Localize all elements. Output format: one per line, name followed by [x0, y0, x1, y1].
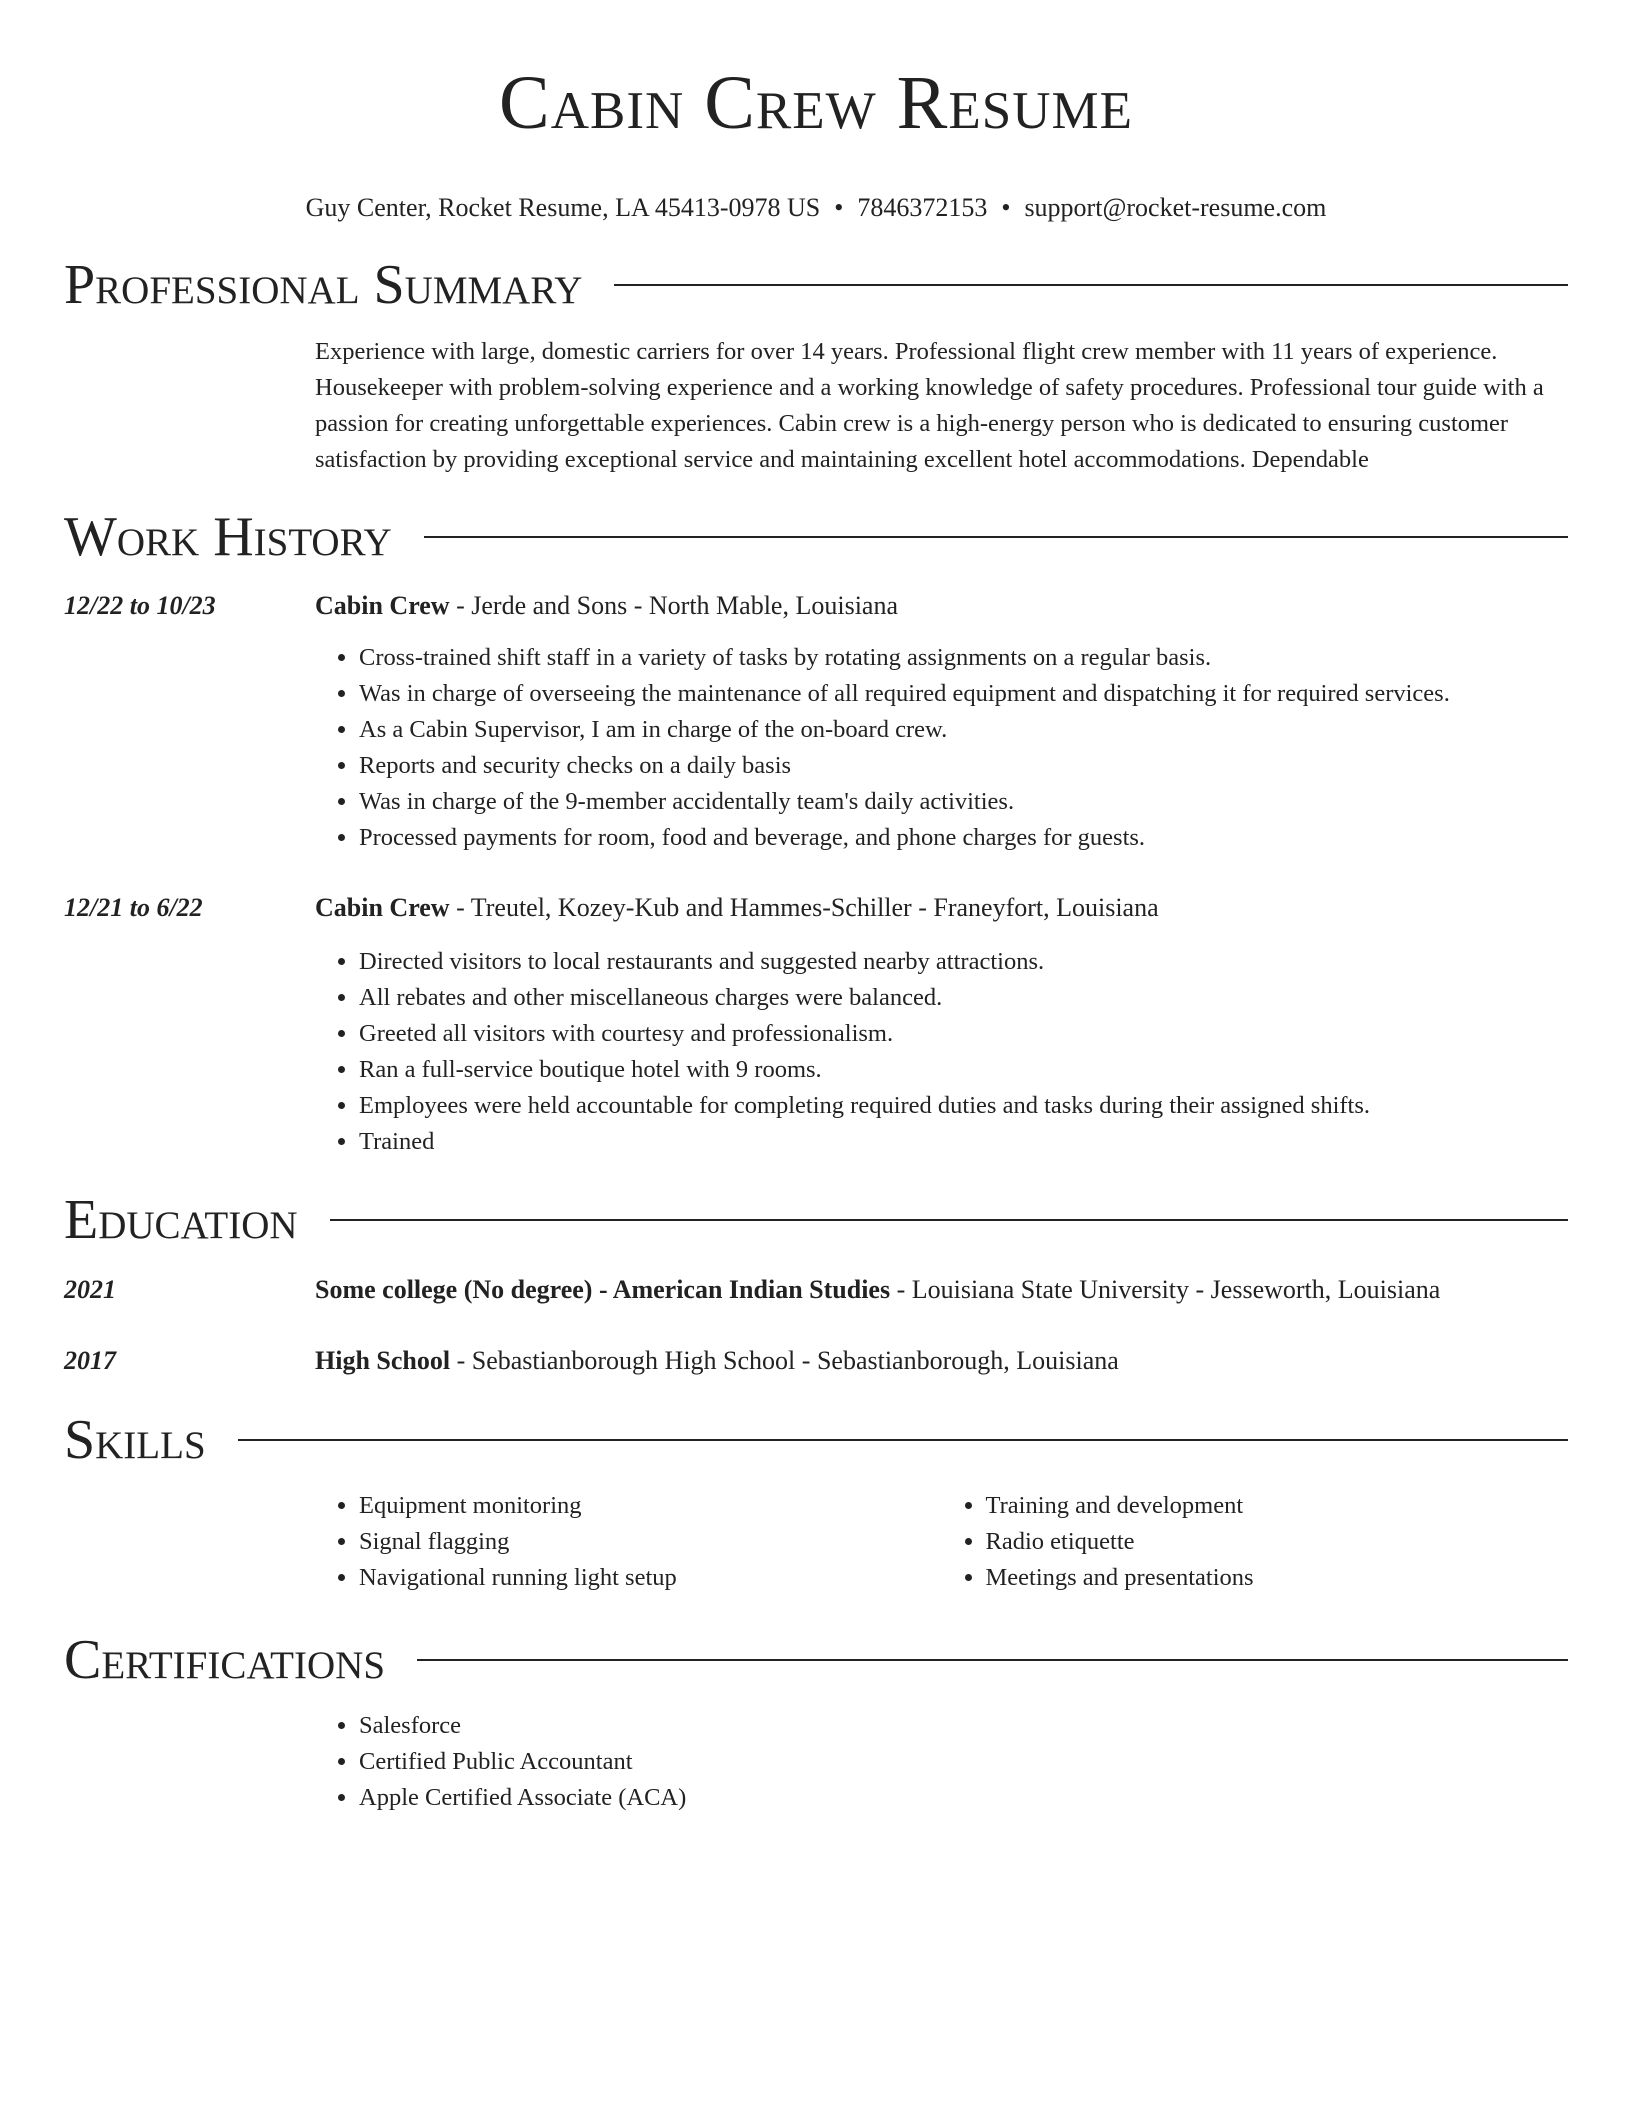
- resume-title: Cabin Crew Resume: [499, 61, 1133, 145]
- job-heading: [315, 588, 1568, 624]
- list-item: • Directed visitors to local restaurants and suggested nearby attractions.: [359, 944, 1568, 980]
- list-item: • Training and development: [986, 1488, 1569, 1524]
- summary-text: Experience with large, domestic carriers for over 14 years. Professional flight crew member with 11 years of experience. Housekeeper with problem-solving experience and a working knowledge of safety procedures. Professional tour guide with a passion for creating unforgettable experiences. Cabin crew is a high-energy person who is dedicated to ensuring customer satisfaction by providing exceptional service and maintaining excellent hotel accommodations. Dependable: [315, 338, 1544, 473]
- section-divider: [330, 1219, 1568, 1221]
- job-details: - Treutel, Kozey-Kub and Hammes-Schiller - Franeyfort, Louisiana: [449, 893, 1159, 922]
- job-dates: 12/21 to 6/22: [64, 893, 203, 922]
- list-item: • Signal flagging: [359, 1524, 942, 1560]
- list-item: • Ran a full-service boutique hotel with 9 rooms.: [359, 1052, 1568, 1088]
- list-item: • Trained: [359, 1124, 1568, 1160]
- resume-page: [64, 0, 1568, 1811]
- list-item: • Navigational running light setup: [359, 1560, 942, 1596]
- contact-line: [64, 192, 1568, 224]
- section-heading-skills: [64, 1410, 1568, 1470]
- contact-separator: •: [834, 193, 844, 222]
- section-divider: [614, 284, 1568, 286]
- contact-separator: •: [1001, 193, 1011, 222]
- list-item: • As a Cabin Supervisor, I am in charge of the on-board crew.: [359, 712, 1568, 748]
- education-details: - Louisiana State University - Jesseworth, Louisiana: [890, 1275, 1441, 1304]
- contact-email: support@rocket-resume.com: [1024, 193, 1327, 222]
- contact-phone: 7846372153: [857, 193, 988, 222]
- certifications-list: [315, 1708, 1568, 1816]
- list-item: • Employees were held accountable for completing required duties and tasks during their assigned shifts.: [359, 1088, 1568, 1124]
- list-item: • Processed payments for room, food and beverage, and phone charges for guests.: [359, 820, 1568, 856]
- list-item: • Certified Public Accountant: [359, 1744, 1568, 1780]
- list-item: • Apple Certified Associate (ACA): [359, 1780, 1568, 1816]
- section-divider: [238, 1439, 1568, 1441]
- contact-address: Guy Center, Rocket Resume, LA 45413-0978 US: [305, 193, 821, 222]
- section-heading-certifications: [64, 1630, 1568, 1690]
- list-item: • Radio etiquette: [986, 1524, 1569, 1560]
- job-bullets: [315, 640, 1568, 856]
- education-year: 2021: [64, 1275, 116, 1304]
- job-bullets: [315, 944, 1568, 1160]
- list-item: • Reports and security checks on a daily basis: [359, 748, 1568, 784]
- section-divider: [424, 536, 1568, 538]
- section-title: Certifications: [64, 1629, 386, 1691]
- section-divider: [417, 1659, 1568, 1661]
- skills-list-right: [942, 1488, 1569, 1596]
- list-item: • Greeted all visitors with courtesy and professionalism.: [359, 1016, 1568, 1052]
- section-title: Professional Summary: [64, 254, 583, 316]
- section-title: Work History: [64, 506, 392, 568]
- job-details: - Jerde and Sons - North Mable, Louisiana: [449, 591, 898, 620]
- job-dates: 12/22 to 10/23: [64, 591, 216, 620]
- list-item: • Was in charge of the 9-member accidentally team's daily activities.: [359, 784, 1568, 820]
- job-title: Cabin Crew: [315, 893, 450, 922]
- section-heading-summary: [64, 255, 1568, 315]
- education-degree: Some college (No degree) - American Indian Studies: [315, 1275, 891, 1304]
- job-title: Cabin Crew: [315, 591, 450, 620]
- section-heading-education: [64, 1190, 1568, 1250]
- education-degree: High School: [315, 1346, 451, 1375]
- section-title: Education: [64, 1189, 298, 1251]
- list-item: • Was in charge of overseeing the maintenance of all required equipment and dispatching it for required services.: [359, 676, 1568, 712]
- list-item: • Equipment monitoring: [359, 1488, 942, 1524]
- education-details: - Sebastianborough High School - Sebastianborough, Louisiana: [450, 1346, 1119, 1375]
- section-heading-work: [64, 507, 1568, 567]
- education-year: 2017: [64, 1346, 116, 1375]
- list-item: • All rebates and other miscellaneous charges were balanced.: [359, 980, 1568, 1016]
- skills-list-left: [315, 1488, 942, 1596]
- job-heading: [315, 890, 1568, 926]
- list-item: • Meetings and presentations: [986, 1560, 1569, 1596]
- list-item: • Cross-trained shift staff in a variety of tasks by rotating assignments on a regular basis.: [359, 640, 1568, 676]
- list-item: • Salesforce: [359, 1708, 1568, 1744]
- section-title: Skills: [64, 1409, 206, 1471]
